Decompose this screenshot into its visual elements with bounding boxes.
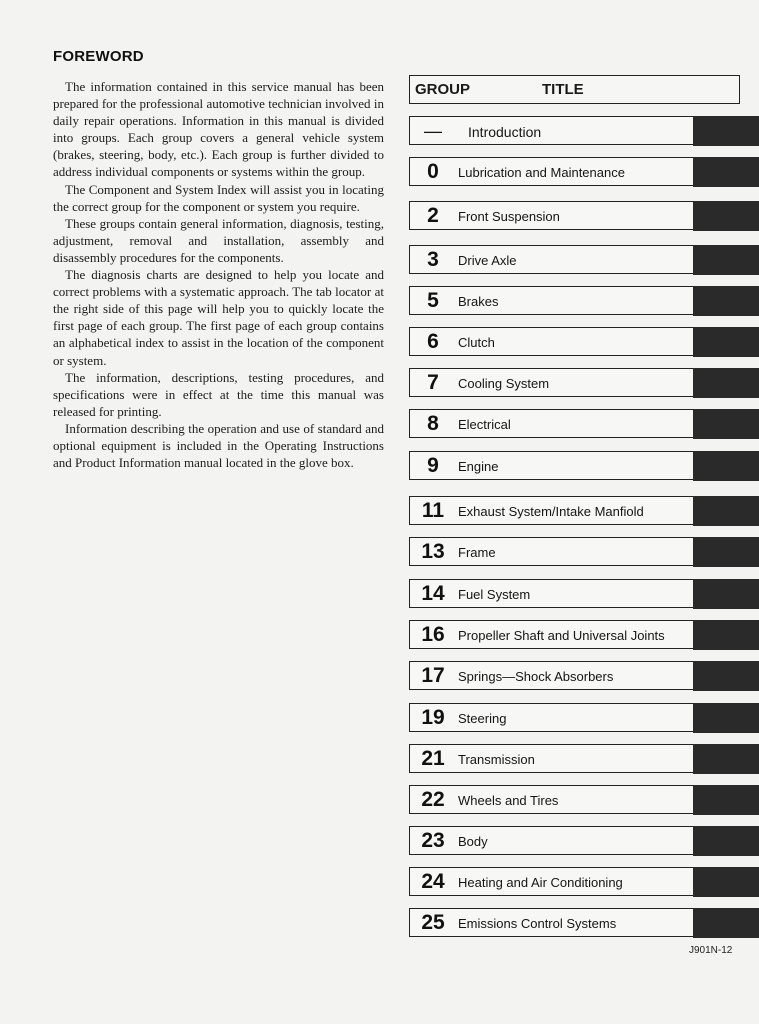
foreword-paragraph: Information describing the operation and use of standard and optional equipment is included in the Operating Instructions and Product Information manual located in the glove box. [53, 420, 384, 471]
group-box [409, 537, 694, 566]
group-box [409, 327, 694, 356]
tab-locator[interactable] [693, 908, 759, 938]
group-title: Propeller Shaft and Universal Joints [458, 628, 665, 643]
foreword-title: FOREWORD [53, 48, 144, 65]
group-number: 7 [427, 371, 439, 394]
tab-locator[interactable] [693, 201, 759, 231]
group-number: 9 [427, 454, 439, 477]
header-group-label: GROUP [415, 81, 471, 98]
group-box [409, 409, 694, 438]
group-box [409, 908, 694, 937]
group-title: Electrical [458, 417, 511, 432]
tab-locator[interactable] [693, 785, 759, 815]
group-index-header [409, 75, 740, 104]
group-title: Clutch [458, 335, 495, 350]
group-row-2[interactable] [409, 201, 759, 230]
group-row-introduction[interactable] [409, 116, 759, 145]
group-row-8[interactable] [409, 409, 759, 438]
group-title: Emissions Control Systems [458, 916, 617, 931]
group-row-21[interactable] [409, 744, 759, 773]
group-number: 24 [421, 870, 445, 893]
foreword-body [53, 78, 384, 471]
group-number: 8 [427, 412, 439, 435]
group-number: 22 [421, 788, 445, 811]
tab-locator[interactable] [693, 245, 759, 275]
group-number: 23 [421, 829, 445, 852]
group-number: 6 [427, 330, 439, 353]
group-row-5[interactable] [409, 286, 759, 315]
figure-code: J901N-12 [689, 945, 733, 956]
group-row-7[interactable] [409, 368, 759, 397]
group-box [409, 744, 694, 773]
group-box [409, 661, 694, 690]
group-number: 16 [421, 623, 445, 646]
tab-locator[interactable] [693, 579, 759, 609]
tab-locator[interactable] [693, 703, 759, 733]
group-row-14[interactable] [409, 579, 759, 608]
tab-locator[interactable] [693, 826, 759, 856]
group-row-22[interactable] [409, 785, 759, 814]
group-number: 17 [421, 664, 445, 687]
group-box [409, 368, 694, 397]
group-number: 13 [421, 540, 445, 563]
group-box [409, 620, 694, 649]
group-row-6[interactable] [409, 327, 759, 356]
group-box [409, 579, 694, 608]
group-box [409, 286, 694, 315]
tab-locator[interactable] [693, 620, 759, 650]
group-title: Brakes [458, 294, 499, 309]
group-number: 21 [421, 747, 445, 770]
group-title: Springs—Shock Absorbers [458, 669, 614, 684]
group-box [409, 703, 694, 732]
group-row-11[interactable] [409, 496, 759, 525]
group-title: Front Suspension [458, 209, 560, 224]
foreword-paragraph: The information, descriptions, testing procedures, and specifications were in effect at the time this manual was released for printing. [53, 369, 384, 419]
group-title: Steering [458, 711, 507, 726]
group-box [409, 826, 694, 855]
tab-locator[interactable] [693, 409, 759, 439]
group-title: Lubrication and Maintenance [458, 165, 625, 180]
group-title: Heating and Air Conditioning [458, 875, 623, 890]
group-title: Frame [458, 545, 496, 560]
group-row-23[interactable] [409, 826, 759, 855]
tab-locator[interactable] [693, 286, 759, 316]
group-row-9[interactable] [409, 451, 759, 480]
foreword-paragraph: The Component and System Index will assist you in locating the correct group for the component or system you require. [53, 181, 384, 214]
group-number: 11 [421, 499, 445, 522]
foreword-paragraph: The information contained in this service manual has been prepared for the professional automotive technician involved in daily repair operations. Information in this manual is divided into groups. Each group covers a general vehicle system (brakes, steering, body, etc.). Each group is further divided to address individual components or systems within the group. [53, 79, 384, 180]
group-number: 19 [421, 706, 445, 729]
group-number: 25 [421, 911, 445, 934]
tab-locator[interactable] [693, 867, 759, 897]
group-row-0[interactable] [409, 157, 759, 186]
group-number: 3 [427, 248, 439, 271]
foreword-paragraph: The diagnosis charts are designed to help you locate and correct problems with a systematic approach. The tab locator at the right side of this page will help you to quickly locate the first page of each group. The first page of each group contains an alphabetical index to assist in the location of the component or system. [53, 267, 384, 368]
group-title: Engine [458, 459, 499, 474]
group-row-13[interactable] [409, 537, 759, 566]
tab-locator[interactable] [693, 496, 759, 526]
group-title: Body [458, 834, 488, 849]
group-title: Introduction [468, 124, 542, 140]
tab-locator[interactable] [693, 661, 759, 691]
group-box [409, 245, 694, 274]
group-title: Transmission [458, 752, 535, 767]
tab-locator[interactable] [693, 451, 759, 481]
group-box [409, 496, 694, 525]
group-row-24[interactable] [409, 867, 759, 896]
group-title: Cooling System [458, 376, 550, 391]
group-row-3[interactable] [409, 245, 759, 274]
group-box [409, 116, 694, 145]
group-number: 2 [427, 204, 439, 227]
group-box [409, 201, 694, 230]
group-title: Fuel System [458, 587, 531, 602]
tab-locator[interactable] [693, 157, 759, 187]
group-row-17[interactable] [409, 661, 759, 690]
group-title: Wheels and Tires [458, 793, 559, 808]
tab-locator[interactable] [693, 327, 759, 357]
group-number: — [424, 121, 442, 141]
group-box [409, 867, 694, 896]
group-title: Drive Axle [458, 253, 517, 268]
group-number: 0 [427, 160, 439, 183]
group-box [409, 785, 694, 814]
group-number: 14 [421, 582, 445, 605]
group-row-19[interactable] [409, 703, 759, 732]
group-number: 5 [427, 289, 439, 312]
tab-locator[interactable] [693, 537, 759, 567]
foreword-paragraph: These groups contain general information, diagnosis, testing, adjustment, removal and installation, assembly and disassembly procedures for the components. [53, 215, 384, 265]
group-box [409, 157, 694, 186]
tab-locator[interactable] [693, 744, 759, 774]
tab-locator[interactable] [693, 116, 759, 146]
header-title-label: TITLE [542, 81, 584, 98]
group-row-25[interactable] [409, 908, 759, 937]
tab-locator[interactable] [693, 368, 759, 398]
group-row-16[interactable] [409, 620, 759, 649]
group-box [409, 451, 694, 480]
group-title: Exhaust System/Intake Manfiold [458, 504, 644, 519]
